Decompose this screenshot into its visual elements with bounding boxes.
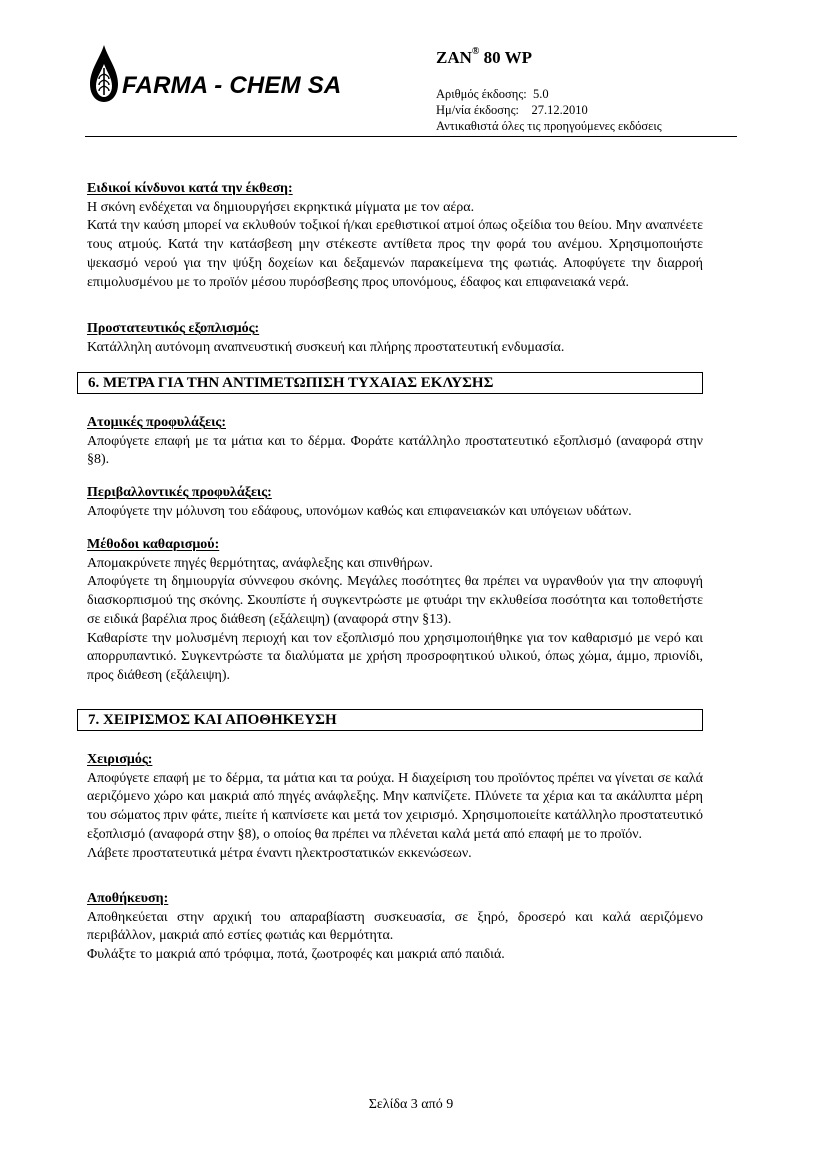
cleanup-methods-block (87, 536, 703, 686)
company-logo (88, 44, 341, 104)
protective-equipment-text: Κατάλληλη αυτόνομη αναπνευστική συσκευή και πλήρης προστατευτική ενδυμασία. (87, 339, 565, 355)
hazards-heading: Ειδικοί κίνδυνοι κατά την έκθεση: (87, 181, 293, 196)
handling-heading: Χειρισμός: (87, 752, 153, 767)
cleanup-line: Απομακρύνετε πηγές θερμότητας, ανάφλεξης και σπινθήρων. (87, 555, 433, 571)
environmental-precautions-block (87, 484, 703, 521)
environmental-precautions-text: Αποφύγετε την μόλυνση του εδάφους, υπονόμων καθώς και επιφανειακών και υπόγειων υδάτων. (87, 503, 632, 519)
cleanup-line: Αποφύγετε τη δημιουργία σύννεφου σκόνης. Μεγάλες ποσότητες θα πρέπει να υγρανθούν για την αποφυγή διασκορπισμού της σκόνης. Σκουπίστε ή συγκεντρώστε με φτυάρι την εκλυθείσα ποσότητα και τοποθετήστε σε ειδικά βαρέλια προς διάθεση (εξάλειψη) (αναφορά στην §13). (87, 574, 703, 627)
storage-block (87, 890, 703, 965)
storage-heading: Αποθήκευση: (87, 891, 169, 906)
protective-equipment-heading: Προστατευτικός εξοπλισμός: (87, 321, 260, 336)
personal-precautions-heading: Ατομικές προφυλάξεις: (87, 415, 226, 430)
personal-precautions-text: Αποφύγετε επαφή με τα μάτια και το δέρμα. Φοράτε κατάλληλο προστατευτικό εξοπλισμό (αναφορά στην §8). (87, 433, 703, 468)
header-divider (85, 136, 737, 137)
personal-precautions-block (87, 414, 703, 470)
section-7-title: 7. ΧΕΙΡΙΣΜΟΣ ΚΑΙ ΑΠΟΘΗΚΕΥΣΗ (77, 709, 703, 731)
registered-mark: ® (471, 46, 480, 58)
protective-equipment-block (87, 320, 703, 357)
hazards-block (87, 180, 703, 292)
page-number: Σελίδα 3 από 9 (368, 1097, 454, 1112)
cleanup-line: Καθαρίστε την μολυσμένη περιοχή και τον εξοπλισμό που χρησιμοποιήθηκε για τον καθαρισμό με νερό και απορρυπαντικό. Συγκεντρώστε τα διαλύματα με χρήση προσροφητικού υλικού, όπως χώμα, άμμο, πριονίδι, προς διάθεση (εξάλειψη). (87, 630, 703, 683)
issue-date: Ημ/νία έκδοσης: 27.12.2010 (436, 103, 588, 117)
company-name: FARMA - CHEM SA (122, 72, 342, 99)
cleanup-methods-heading: Μέθοδοι καθαρισμού: (87, 537, 220, 552)
hazards-line: Κατά την καύση μπορεί να εκλυθούν τοξικοί ή/και ερεθιστικοί ατμοί όπως οξείδια του θείου. Μην αναπνέετε τους ατμούς. Κατά την κατάσβεση μην στέκεστε αντίθετα προς την φορά του ανέμου. Χρησιμοποιήστε ψεκασμό νερού για την ψύξη δοχείων και δεξαμενών παρακείμενα της φωτιάς. Αποφύγετε την διαρροή επιμολυσμένου με το προϊόν μέσου πυρόσβεσης προς υπονόμους, έδαφος και επιφανειακά νερά. (87, 218, 703, 290)
environmental-precautions-heading: Περιβαλλοντικές προφυλάξεις: (87, 485, 272, 500)
handling-line: Αποφύγετε επαφή με το δέρμα, τα μάτια και τα ρούχα. Η διαχείριση του προϊόντος πρέπει να γίνεται σε καλά αεριζόμενο χώρο και μακριά από πηγές ανάφλεξης. Μην καπνίζετε. Πλύνετε τα χέρια και τα ακάλυπτα μέρη του σώματος πριν φάτε, πιείτε ή καπνίσετε και μετά τον χειρισμό. Χρησιμοποιείτε κατάλληλο προστατευτικό εξοπλισμό (αναφορά στην §8), ο οποίος θα πρέπει να πλένεται καλά μετά από επαφή με το προϊόν. (87, 770, 703, 842)
section-6-title: 6. ΜΕΤΡΑ ΓΙΑ ΤΗΝ ΑΝΤΙΜΕΤΩΠΙΣΗ ΤΥΧΑΙΑΣ ΕΚΛΥΣΗΣ (77, 372, 703, 394)
storage-line: Αποθηκεύεται στην αρχική του απαραβίαστη συσκευασία, σε ξηρό, δροσερό και καλά αεριζόμενο περιβάλλον, μακριά από εστίες φωτιάς και θερμότητα. (87, 909, 703, 944)
supersedes-note: Αντικαθιστά όλες τις προηγούμενες εκδόσεις (436, 119, 662, 133)
document-meta (436, 86, 662, 134)
hazards-line: Η σκόνη ενδέχεται να δημιουργήσει εκρηκτικά μίγματα με τον αέρα. (87, 199, 475, 215)
storage-line: Φυλάξτε το μακριά από τρόφιμα, ποτά, ζωοτροφές και μακριά από παιδιά. (87, 947, 505, 963)
issue-number: Αριθμός έκδοσης: 5.0 (436, 87, 549, 101)
product-title: ZAN® 80 WP (436, 46, 532, 67)
flame-drop-icon (88, 44, 120, 104)
handling-block (87, 751, 703, 863)
handling-line: Λάβετε προστατευτικά μέτρα έναντι ηλεκτροστατικών εκκενώσεων. (87, 845, 472, 861)
